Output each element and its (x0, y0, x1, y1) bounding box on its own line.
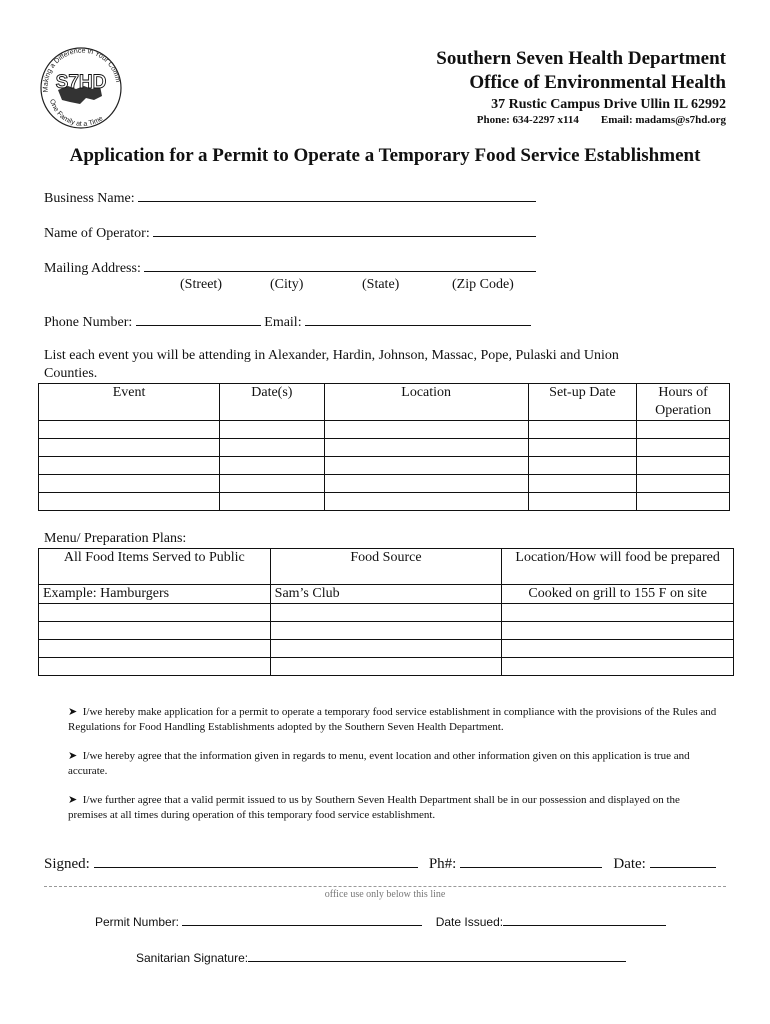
declaration-3: ➤ I/we further agree that a valid permit issued to us by Southern Seven Health Department shall be in our possession and displayed on the premises at all times during operation of this temporary food service establishment. (68, 794, 680, 821)
table-row[interactable] (39, 421, 730, 439)
arrow-bullet-icon: ➤ (68, 750, 83, 762)
mailing-address-label: Mailing Address: (44, 261, 141, 276)
date-input[interactable] (650, 854, 716, 868)
col-dates: Date(s) (220, 384, 325, 421)
ph-input[interactable] (460, 854, 602, 868)
table-row[interactable] (39, 604, 734, 622)
table-row[interactable] (39, 658, 734, 676)
permit-row (95, 914, 666, 929)
office-email: Email: madams@s7hd.org (600, 114, 726, 126)
table-row[interactable] (39, 475, 730, 493)
permit-number-input[interactable] (182, 914, 422, 926)
arrow-bullet-icon: ➤ (68, 794, 83, 806)
mailing-address-field[interactable] (44, 258, 536, 277)
signature-input[interactable] (94, 854, 418, 868)
office-name: Office of Environmental Health (469, 72, 726, 93)
email-label: Email: (264, 315, 302, 330)
office-use-note: office use only below this line (324, 889, 446, 900)
signature-row (44, 854, 716, 873)
sanitarian-input[interactable] (248, 950, 626, 962)
logo-mark: S7HD (55, 72, 107, 93)
declaration-2: ➤ I/we hereby agree that the information given in regards to menu, event location and other information given on this application is true and accurate. (68, 750, 690, 777)
city-hint: (City) (270, 277, 304, 292)
table-row[interactable] (39, 493, 730, 511)
menu-table (38, 548, 734, 676)
col-food-items: All Food Items Served to Public (39, 549, 271, 585)
date-issued-input[interactable] (503, 914, 666, 926)
signed-label: Signed: (44, 856, 90, 872)
logo-arc-top: Making a Difference in Your Comm (42, 47, 122, 93)
example-row (39, 585, 734, 604)
col-event: Event (39, 384, 220, 421)
col-location: Location (324, 384, 528, 421)
office-divider (44, 886, 726, 887)
email-input[interactable] (305, 312, 531, 326)
form-title: Application for a Permit to Operate a Temporary Food Service Establishment (69, 145, 701, 166)
col-setup-date: Set-up Date (528, 384, 637, 421)
sanitarian-label: Sanitarian Signature: (136, 951, 249, 965)
col-food-source: Food Source (270, 549, 502, 585)
events-instruction-2: Counties. (44, 366, 98, 381)
example-food: Example: Hamburgers (39, 585, 271, 604)
events-header-row (39, 384, 730, 421)
logo-arc-bottom: One Family at a Time (47, 98, 105, 129)
example-prep: Cooked on grill to 155 F on site (502, 585, 734, 604)
permit-number-label: Permit Number: (95, 915, 180, 929)
table-row[interactable] (39, 439, 730, 457)
street-hint: (Street) (180, 277, 222, 292)
zip-hint: (Zip Code) (452, 277, 514, 292)
date-label: Date: (613, 856, 646, 872)
phone-email-row (44, 312, 531, 331)
events-instruction-1: List each event you will be attending in Alexander, Hardin, Johnson, Massac, Pope, Pulaski and Union (44, 348, 619, 363)
state-hint: (State) (362, 277, 400, 292)
org-name: Southern Seven Health Department (436, 48, 726, 69)
events-table (38, 383, 730, 511)
col-hours: Hours of Operation (637, 384, 730, 421)
department-logo (36, 42, 126, 132)
menu-header-row (39, 549, 734, 585)
office-phone: Phone: 634-2297 x114 (476, 114, 579, 126)
office-address: 37 Rustic Campus Drive Ullin IL 62992 (491, 97, 726, 112)
date-issued-label: Date Issued: (435, 915, 504, 929)
table-row[interactable] (39, 457, 730, 475)
arrow-bullet-icon: ➤ (68, 706, 83, 718)
sanitarian-row (136, 950, 626, 965)
contact-line (477, 114, 726, 126)
ph-label: Ph#: (428, 856, 457, 872)
business-name-input[interactable] (138, 188, 536, 202)
phone-label: Phone Number: (44, 315, 133, 330)
business-name-label: Business Name: (44, 191, 135, 206)
operator-field[interactable] (44, 223, 536, 242)
declaration-1: ➤ I/we hereby make application for a permit to operate a temporary food service establishment in compliance with the provisions of the Rules and Regulations for Food Handling Establishments adopted by the Southern Seven Health Department. (68, 706, 717, 733)
business-name-field[interactable] (44, 188, 536, 207)
col-prep-location: Location/How will food be prepared (502, 549, 734, 585)
operator-label: Name of Operator: (44, 226, 150, 241)
menu-label: Menu/ Preparation Plans: (44, 531, 187, 546)
phone-input[interactable] (136, 312, 261, 326)
example-source: Sam’s Club (270, 585, 502, 604)
mailing-address-input[interactable] (144, 258, 536, 272)
table-row[interactable] (39, 640, 734, 658)
operator-input[interactable] (153, 223, 536, 237)
table-row[interactable] (39, 622, 734, 640)
